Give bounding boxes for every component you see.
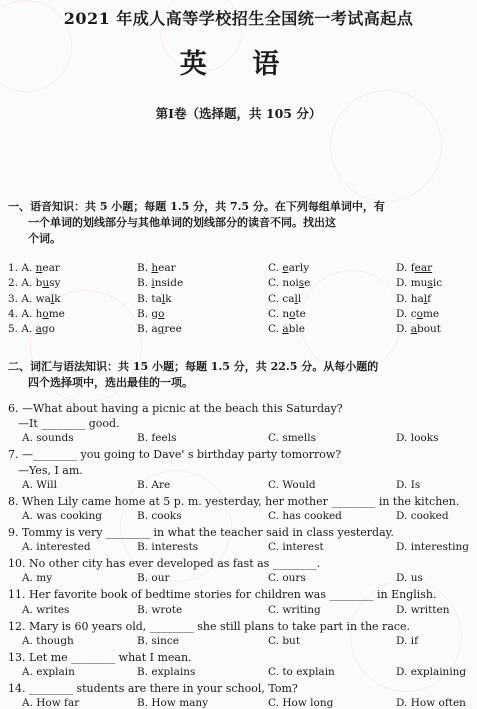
- question-stem: 14. ________ students are there in your school, Tom?: [8, 682, 298, 695]
- answer-option: C. ours: [268, 572, 306, 585]
- section2-instruction-line1: 二、词汇与语法知识：共 15 小题；每题 1.5 分，共 22.5 分。从每小题的: [8, 360, 379, 373]
- answer-option: B. interests: [137, 541, 199, 554]
- phonetic-option: C. call: [268, 292, 302, 305]
- answer-option: A. Will: [22, 478, 57, 491]
- question-stem: 8. When Lily came home at 5 p. m. yesterday, her mother ________ in the kitchen.: [8, 494, 460, 508]
- question-stem: 11. Her favorite book of bedtime stories for children was ________ in English.: [8, 588, 437, 602]
- question-stem: 9. Tommy is very ________ in what the teacher said in class yesterday.: [8, 526, 394, 539]
- phonetic-option: D. fear: [396, 262, 433, 274]
- section1-instruction-line1: 一、语音知识：共 5 小题；每题 1.5 分，共 7.5 分。在下列每组单词中，有: [8, 200, 385, 213]
- exam-title: 2021 年成人高等学校招生全国统一考试高起点: [63, 9, 414, 28]
- answer-option: A. writes: [22, 603, 70, 616]
- phonetic-option: C. noise: [268, 277, 311, 290]
- answer-option: D. How often: [396, 697, 466, 709]
- watermark: [300, 270, 402, 372]
- phonetic-option: C. able: [268, 323, 305, 336]
- answer-option: D. us: [396, 572, 423, 585]
- answer-option: D. interesting: [396, 541, 469, 554]
- phonetic-option: 2. A. busy: [8, 277, 61, 290]
- answer-option: A. How far: [22, 697, 80, 709]
- paper-title: 第Ⅰ卷（选择题，共 105 分）: [155, 106, 322, 121]
- phonetic-option: 4. A. home: [8, 307, 65, 320]
- answer-option: C. How long: [268, 697, 334, 709]
- phonetic-option: B. inside: [137, 277, 184, 290]
- answer-option: B. How many: [137, 697, 209, 709]
- answer-option: D. written: [396, 603, 450, 616]
- question-stem: —It ________ good.: [18, 417, 120, 431]
- answer-option: B. Are: [137, 478, 171, 491]
- phonetic-option: 5. A. ago: [8, 323, 55, 336]
- phonetic-option: D. come: [396, 307, 440, 320]
- answer-option: C. writing: [268, 603, 321, 616]
- answer-option: D. explaining: [396, 666, 467, 678]
- phonetic-option: B. agree: [137, 323, 182, 336]
- answer-option: C. interest: [268, 541, 324, 554]
- phonetic-option: C. early: [268, 262, 310, 274]
- question-stem: 6. —What about having a picnic at the beach this Saturday?: [8, 402, 343, 415]
- answer-option: C. smells: [268, 432, 316, 445]
- phonetic-option: B. hear: [137, 262, 176, 274]
- answer-option: C. but: [268, 634, 301, 647]
- phonetic-option: 3. A. walk: [8, 292, 61, 305]
- answer-option: B. wrote: [137, 603, 183, 616]
- phonetic-option: B. talk: [137, 292, 172, 305]
- phonetic-option: 1. A. near: [8, 262, 60, 274]
- answer-option: B. cooks: [137, 510, 182, 522]
- answer-option: D. looks: [396, 432, 439, 445]
- phonetic-option: D. about: [396, 323, 442, 336]
- phonetic-option: C. note: [268, 307, 306, 320]
- section2-instruction-line2: 四个选择项中，选出最佳的一项。: [28, 376, 193, 389]
- question-stem: 7. —________ you going to Dave' s birthday party tomorrow?: [8, 448, 342, 462]
- answer-option: A. explain: [22, 666, 75, 678]
- answer-option: A. sounds: [22, 432, 74, 445]
- section1-instruction-line3: 个词。: [28, 232, 61, 245]
- section1-instruction-line2: 一个单词的划线部分与其他单词的划线部分的读音不同。找出这: [28, 216, 336, 229]
- question-stem: 13. Let me ________ what I mean.: [8, 650, 192, 664]
- phonetic-option: D. music: [396, 277, 443, 290]
- answer-option: A. was cooking: [22, 510, 102, 522]
- answer-option: C. Would: [268, 478, 316, 491]
- answer-option: C. to explain: [268, 666, 335, 678]
- answer-option: A. my: [22, 572, 53, 585]
- answer-option: A. interested: [22, 541, 91, 554]
- phonetic-option: D. half: [396, 292, 431, 305]
- phonetic-option: B. go: [137, 307, 165, 320]
- question-stem: —Yes, I am.: [18, 463, 83, 477]
- answer-option: C. has cooked: [268, 510, 342, 522]
- answer-option: D. if: [396, 634, 418, 647]
- answer-option: B. explains: [137, 666, 196, 678]
- answer-option: B. feels: [137, 432, 177, 445]
- answer-option: B. our: [137, 572, 170, 585]
- answer-option: A. though: [22, 634, 74, 647]
- answer-option: D. Is: [396, 478, 421, 491]
- subject-title: 英 语: [179, 49, 298, 80]
- answer-option: D. cooked: [396, 510, 449, 522]
- answer-option: B. since: [137, 634, 179, 647]
- question-stem: 12. Mary is 60 years old, ________ she still plans to take part in the race.: [8, 619, 411, 633]
- question-stem: 10. No other city has ever developed as fast as ________.: [8, 557, 321, 571]
